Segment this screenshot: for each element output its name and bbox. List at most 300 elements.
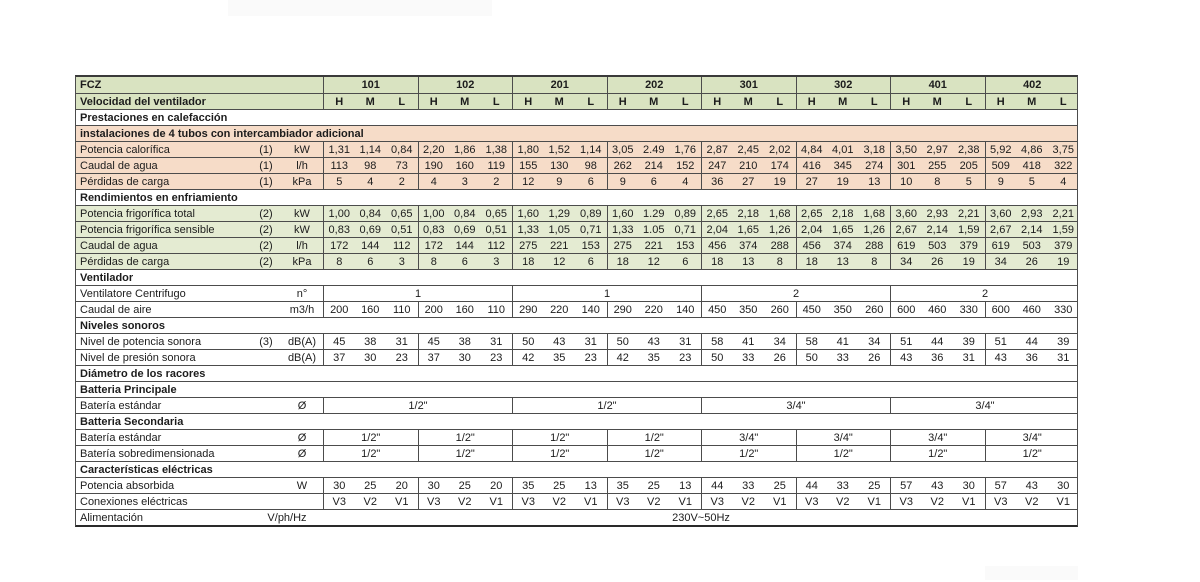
value-cell: 152 — [676, 159, 695, 172]
row-unit: Ø — [297, 431, 307, 444]
value-cell: 0,51 — [485, 223, 507, 236]
value-cell: 30 — [1057, 479, 1070, 492]
value-cell: V3 — [701, 494, 733, 509]
value-cell: 144 — [455, 239, 474, 252]
value-cell: 3 — [398, 255, 405, 268]
value-cell: 190 — [418, 158, 450, 173]
value-cell: 33 — [836, 351, 849, 364]
speed-header: M — [460, 95, 470, 108]
value-cell-span: 1 — [323, 286, 512, 301]
value-cell: 9 — [985, 174, 1017, 189]
value-cell: 0,84 — [454, 207, 476, 220]
value-cell: 1,26 — [769, 223, 791, 236]
row-unit: V/ph/Hz — [267, 511, 307, 524]
speed-header: H — [323, 94, 355, 109]
value-cell: 13 — [584, 479, 597, 492]
value-cell-span: 3/4" — [985, 430, 1080, 445]
value-cell-span: 2 — [701, 286, 890, 301]
value-cell: 43 — [985, 350, 1017, 365]
value-cell: 33 — [836, 479, 849, 492]
value-cell: 44 — [931, 335, 944, 348]
row-unit: Ø — [297, 447, 307, 460]
table-row — [76, 509, 1077, 525]
value-cell: 2,04 — [701, 222, 733, 237]
value-cell: 43 — [553, 335, 566, 348]
table-row — [76, 77, 1077, 93]
value-cell: 509 — [985, 158, 1017, 173]
value-cell: 2.49 — [643, 143, 665, 156]
value-cell: 416 — [796, 158, 828, 173]
value-cell: V3 — [512, 494, 544, 509]
row-note: (2) — [259, 207, 273, 220]
row-unit: kPa — [292, 255, 312, 268]
value-cell: 8 — [418, 254, 450, 269]
value-cell: 1,00 — [323, 206, 355, 221]
value-cell: 374 — [833, 239, 852, 252]
value-cell-span: 1/2" — [418, 446, 513, 461]
value-cell: 43 — [1025, 479, 1038, 492]
row-unit: kPa — [292, 175, 312, 188]
value-cell: 1,60 — [512, 206, 544, 221]
value-cell: 155 — [512, 158, 544, 173]
value-cell: 26 — [931, 255, 944, 268]
model-header-202: 202 — [607, 77, 702, 93]
value-cell: 0,89 — [674, 207, 696, 220]
value-cell: 35 — [647, 351, 660, 364]
speed-header: H — [418, 94, 450, 109]
value-cell: 38 — [364, 335, 377, 348]
value-cell-span: 3/4" — [796, 430, 891, 445]
value-cell: 12 — [553, 255, 566, 268]
table-row — [76, 333, 1077, 349]
value-cell: 2,97 — [926, 143, 948, 156]
model-header-201: 201 — [512, 77, 607, 93]
value-cell: 39 — [962, 335, 975, 348]
value-cell: 6 — [367, 255, 374, 268]
row-label: Caudal de agua — [80, 239, 158, 252]
speed-header: L — [776, 95, 784, 108]
value-cell: 36 — [1025, 351, 1038, 364]
model-header-402: 402 — [985, 77, 1080, 93]
value-cell: 30 — [418, 478, 450, 493]
value-cell: 6 — [461, 255, 468, 268]
value-cell: 1.29 — [643, 207, 665, 220]
value-cell: 8 — [871, 255, 878, 268]
value-cell: 350 — [739, 303, 758, 316]
value-cell: 31 — [679, 335, 692, 348]
value-cell: 34 — [985, 254, 1017, 269]
value-cell: 330 — [1054, 303, 1073, 316]
row-label: Batería sobredimensionada — [80, 447, 215, 460]
model-header-102: 102 — [418, 77, 513, 93]
value-cell: 26 — [1025, 255, 1038, 268]
value-cell: 31 — [962, 351, 975, 364]
value-cell: 1,86 — [454, 143, 476, 156]
value-cell: 38 — [458, 335, 471, 348]
row-note — [251, 350, 281, 365]
speed-header: M — [649, 95, 659, 108]
speed-header: H — [796, 94, 828, 109]
value-cell: 35 — [512, 478, 544, 493]
value-cell: 25 — [364, 479, 377, 492]
table-row — [76, 109, 1077, 125]
row-label: Ventilatore Centrifugo — [80, 287, 186, 300]
value-cell: 290 — [607, 302, 639, 317]
value-cell: 0,71 — [674, 223, 696, 236]
value-cell-span: 1/2" — [796, 446, 891, 461]
speed-header: M — [932, 95, 942, 108]
row-label: Potencia absorbida — [80, 479, 175, 492]
row-label: Pérdidas de carga — [80, 255, 170, 268]
value-cell: 1,52 — [548, 143, 570, 156]
value-cell: 110 — [392, 303, 411, 316]
value-cell: 25 — [773, 479, 786, 492]
value-cell: 4,01 — [832, 143, 854, 156]
value-cell: 36 — [701, 174, 733, 189]
table-corner-fcz: FCZ — [80, 79, 102, 91]
value-cell: 160 — [455, 159, 474, 172]
fcz-spec-table — [75, 75, 1078, 527]
row-label: Potencia frigorífica total — [80, 207, 195, 220]
value-cell: 8 — [323, 254, 355, 269]
value-cell: 39 — [1057, 335, 1070, 348]
redacted-mark-bottom — [985, 566, 1078, 580]
value-cell: 33 — [742, 479, 755, 492]
value-cell: 58 — [701, 334, 733, 349]
value-cell: 112 — [392, 239, 411, 252]
row-label: Batería estándar — [80, 431, 162, 444]
row-unit: l/h — [296, 159, 308, 172]
value-cell: 2,93 — [1021, 207, 1043, 220]
value-cell: 0,51 — [391, 223, 413, 236]
table-row — [76, 429, 1077, 445]
value-cell: 50 — [607, 334, 639, 349]
value-cell: 2,14 — [1021, 223, 1043, 236]
value-cell: V1 — [584, 495, 598, 508]
value-cell: 160 — [455, 303, 474, 316]
value-cell: 43 — [890, 350, 922, 365]
value-cell: 26 — [773, 351, 786, 364]
value-cell-span: 3/4" — [701, 398, 890, 413]
value-cell: 31 — [490, 335, 503, 348]
value-cell: 2,18 — [737, 207, 759, 220]
value-cell-span: 1/2" — [512, 446, 607, 461]
table-row — [76, 413, 1077, 429]
value-cell: 19 — [1057, 255, 1070, 268]
row-label: Caudal de agua — [80, 159, 158, 172]
value-cell: 37 — [418, 350, 450, 365]
value-cell: 144 — [361, 239, 380, 252]
value-cell: 5 — [1028, 175, 1035, 188]
value-cell: 460 — [928, 303, 947, 316]
table-row — [76, 285, 1077, 301]
value-cell: 0,69 — [359, 223, 381, 236]
value-cell: 1,68 — [769, 207, 791, 220]
value-cell: 1,14 — [580, 143, 602, 156]
row-note: (2) — [259, 255, 273, 268]
value-cell: 1.05 — [643, 223, 665, 236]
value-cell: 288 — [865, 239, 884, 252]
value-cell: 4 — [682, 175, 689, 188]
table-row — [76, 189, 1077, 205]
value-cell: 18 — [512, 254, 544, 269]
value-cell: 30 — [323, 478, 355, 493]
value-cell-span: 1/2" — [607, 446, 702, 461]
value-cell: 0,83 — [323, 222, 355, 237]
value-cell: 2 — [493, 175, 500, 188]
value-cell: 288 — [770, 239, 789, 252]
speed-header: L — [870, 95, 878, 108]
value-cell: 220 — [550, 303, 569, 316]
value-cell-span: 3/4" — [890, 398, 1079, 413]
value-cell: 27 — [796, 174, 828, 189]
value-cell: V3 — [607, 494, 639, 509]
value-cell: 45 — [323, 334, 355, 349]
value-cell: 619 — [985, 238, 1017, 253]
value-cell: 6 — [587, 175, 594, 188]
value-cell: 1,59 — [1052, 223, 1074, 236]
value-cell-span: 1/2" — [323, 430, 418, 445]
value-cell: 2,93 — [926, 207, 948, 220]
value-cell: V3 — [323, 494, 355, 509]
value-cell: 2,67 — [890, 222, 922, 237]
value-cell: 174 — [770, 159, 789, 172]
value-cell: 2,20 — [418, 142, 450, 157]
value-cell: V1 — [1056, 495, 1070, 508]
row-unit: dB(A) — [287, 351, 317, 364]
row-unit: Ø — [297, 399, 307, 412]
value-cell: 43 — [931, 479, 944, 492]
value-cell: 13 — [742, 255, 755, 268]
row-note — [251, 478, 281, 493]
table-row — [76, 253, 1077, 269]
value-cell: 25 — [458, 479, 471, 492]
value-cell: 6 — [650, 175, 657, 188]
row-unit: kW — [294, 207, 310, 220]
value-cell: 1,76 — [674, 143, 696, 156]
value-cell: 1,31 — [323, 142, 355, 157]
value-cell: 19 — [836, 175, 849, 188]
value-cell: 379 — [1054, 239, 1073, 252]
value-cell: V2 — [741, 495, 755, 508]
value-cell: 10 — [890, 174, 922, 189]
value-cell: 301 — [890, 158, 922, 173]
value-cell: 4 — [1060, 175, 1067, 188]
value-cell: V2 — [458, 495, 472, 508]
value-cell: 5 — [323, 174, 355, 189]
row-unit: l/h — [296, 239, 308, 252]
value-cell: 456 — [796, 238, 828, 253]
value-cell: 25 — [868, 479, 881, 492]
value-cell: 2,65 — [796, 206, 828, 221]
table-row — [76, 397, 1077, 413]
row-note: (1) — [259, 175, 273, 188]
value-cell: 1,29 — [548, 207, 570, 220]
value-cell: 220 — [644, 303, 663, 316]
row-note — [251, 302, 281, 317]
table-row — [76, 365, 1077, 381]
table-row — [76, 477, 1077, 493]
value-cell: 2,21 — [958, 207, 980, 220]
value-cell: 23 — [584, 351, 597, 364]
section-header: Características eléctricas — [80, 463, 213, 476]
speed-header: M — [365, 95, 375, 108]
value-cell: 37 — [323, 350, 355, 365]
value-cell: 275 — [512, 238, 544, 253]
value-cell: 2,02 — [769, 143, 791, 156]
value-cell: 1,26 — [863, 223, 885, 236]
value-cell: 23 — [679, 351, 692, 364]
value-cell: 27 — [742, 175, 755, 188]
value-cell: 35 — [607, 478, 639, 493]
value-cell-span: 2 — [890, 286, 1079, 301]
value-cell: 1,60 — [607, 206, 639, 221]
value-cell: 160 — [361, 303, 380, 316]
value-cell: 43 — [647, 335, 660, 348]
value-cell: 153 — [581, 239, 600, 252]
row-note: (1) — [259, 159, 273, 172]
value-cell: 20 — [395, 479, 408, 492]
value-cell: 140 — [676, 303, 695, 316]
value-cell: 3,60 — [985, 206, 1017, 221]
value-cell: 35 — [553, 351, 566, 364]
value-cell: 0,71 — [580, 223, 602, 236]
value-cell-span: 1/2" — [512, 398, 701, 413]
table-row — [76, 125, 1077, 141]
value-cell: 44 — [1025, 335, 1038, 348]
value-cell: 19 — [962, 255, 975, 268]
speed-header: H — [512, 94, 544, 109]
value-cell: 221 — [550, 239, 569, 252]
value-cell: 1,14 — [359, 143, 381, 156]
value-cell: 6 — [682, 255, 689, 268]
section-header: Batteria Principale — [80, 383, 177, 396]
row-label: Nivel de potencia sonora — [80, 335, 202, 348]
value-cell: 214 — [644, 159, 663, 172]
value-cell: 30 — [962, 479, 975, 492]
value-cell: 0,84 — [391, 143, 413, 156]
row-label: Potencia frigorífica sensible — [80, 223, 215, 236]
value-cell: V1 — [962, 495, 976, 508]
row-note — [251, 446, 281, 461]
table-row — [76, 301, 1077, 317]
value-cell: 5,92 — [985, 142, 1017, 157]
value-cell: 1,05 — [548, 223, 570, 236]
value-cell: 247 — [701, 158, 733, 173]
value-cell: 3 — [461, 175, 468, 188]
value-cell: 12 — [512, 174, 544, 189]
value-cell: 3 — [493, 255, 500, 268]
value-cell: 4 — [367, 175, 374, 188]
value-cell: 42 — [512, 350, 544, 365]
row-unit: n° — [296, 287, 308, 300]
row-unit: m3/h — [289, 303, 315, 316]
value-cell: 153 — [676, 239, 695, 252]
value-cell: 30 — [364, 351, 377, 364]
value-cell: 41 — [836, 335, 849, 348]
value-cell: 322 — [1054, 159, 1073, 172]
speed-header: M — [554, 95, 564, 108]
value-cell-span: 1 — [512, 286, 701, 301]
table-row — [76, 445, 1077, 461]
value-cell: 503 — [1022, 239, 1041, 252]
value-cell: 23 — [490, 351, 503, 364]
row-note: (2) — [259, 223, 273, 236]
value-cell: 600 — [890, 302, 922, 317]
section-header: Ventilador — [80, 271, 134, 284]
speed-header: L — [398, 95, 406, 108]
value-cell: 2,45 — [737, 143, 759, 156]
table-row — [76, 269, 1077, 285]
value-cell: 130 — [550, 159, 569, 172]
value-cell: 1,33 — [607, 222, 639, 237]
value-cell: 619 — [890, 238, 922, 253]
value-cell: V1 — [867, 495, 881, 508]
speed-header: L — [587, 95, 595, 108]
value-cell: 0,65 — [391, 207, 413, 220]
row-unit — [281, 494, 323, 509]
value-cell: 200 — [418, 302, 450, 317]
value-cell: 45 — [418, 334, 450, 349]
value-cell-span: 1/2" — [985, 446, 1080, 461]
value-cell: 210 — [739, 159, 758, 172]
row-label: Conexiones eléctricas — [80, 495, 188, 508]
value-cell: V2 — [930, 495, 944, 508]
value-cell: 140 — [581, 303, 600, 316]
value-cell: 290 — [512, 302, 544, 317]
value-cell: 1,68 — [863, 207, 885, 220]
value-cell: 0,84 — [359, 207, 381, 220]
value-cell: 42 — [607, 350, 639, 365]
value-cell: V3 — [985, 494, 1017, 509]
value-cell: 30 — [458, 351, 471, 364]
section-header: Prestaciones en calefacción — [80, 111, 228, 124]
value-cell: 18 — [607, 254, 639, 269]
row-label: Alimentación — [80, 511, 143, 524]
table-row — [76, 381, 1077, 397]
table-row — [76, 493, 1077, 509]
value-cell: 8 — [776, 255, 783, 268]
value-cell: 18 — [796, 254, 828, 269]
section-header: Diámetro de los racores — [80, 367, 206, 380]
section-header: Rendimientos en enfriamiento — [80, 191, 238, 204]
value-cell: 25 — [553, 479, 566, 492]
row-unit: W — [296, 479, 308, 492]
value-cell: 9 — [556, 175, 563, 188]
value-cell: 450 — [701, 302, 733, 317]
model-header-301: 301 — [701, 77, 796, 93]
value-cell: 1,00 — [418, 206, 450, 221]
value-cell: 50 — [512, 334, 544, 349]
value-cell: 262 — [607, 158, 639, 173]
value-cell: 26 — [868, 351, 881, 364]
value-cell: 41 — [742, 335, 755, 348]
speed-header: H — [607, 94, 639, 109]
value-cell: V3 — [418, 494, 450, 509]
value-cell-span: 3/4" — [701, 430, 796, 445]
table-row — [76, 461, 1077, 477]
speed-header: H — [985, 94, 1017, 109]
speed-header: L — [965, 95, 973, 108]
value-cell: 4,86 — [1021, 143, 1043, 156]
row-note: (2) — [259, 239, 273, 252]
value-cell: 31 — [395, 335, 408, 348]
value-cell: 4 — [418, 174, 450, 189]
value-cell: 19 — [773, 175, 786, 188]
model-header-101: 101 — [323, 77, 418, 93]
speed-header: L — [681, 95, 689, 108]
value-cell: 36 — [931, 351, 944, 364]
